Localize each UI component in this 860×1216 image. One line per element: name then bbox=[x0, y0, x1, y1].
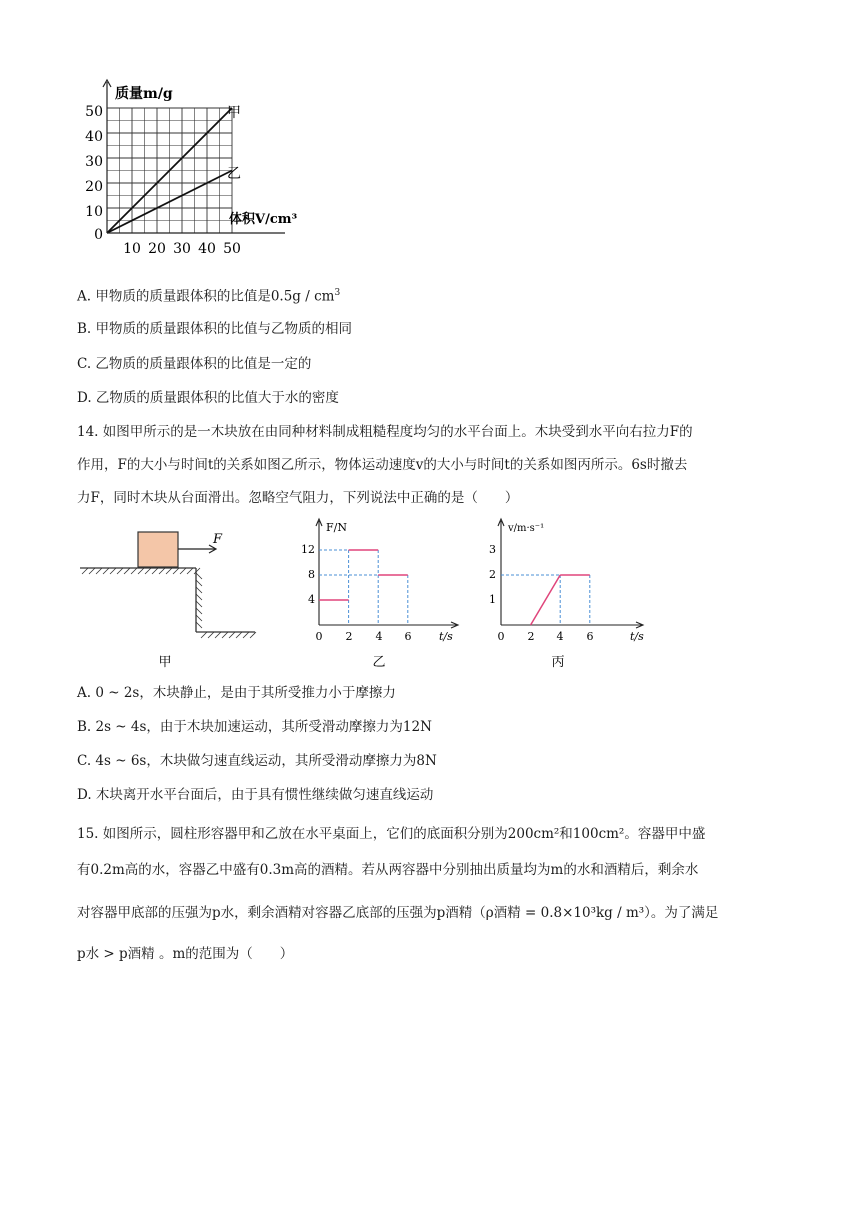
figure-caption-jia: 甲 bbox=[158, 655, 172, 670]
y-tick-label: 1 bbox=[489, 593, 496, 606]
velocity-segment bbox=[531, 575, 561, 625]
hatch-mark bbox=[196, 587, 202, 593]
hatch-mark bbox=[196, 615, 202, 621]
hatch-mark bbox=[89, 568, 95, 574]
y-axis bbox=[316, 519, 322, 625]
x-tick-label: 2 bbox=[345, 630, 353, 643]
y-tick-label: 50 bbox=[85, 104, 103, 120]
question-15-line-3: 对容器甲底部的压强为p水，剩余酒精对容器乙底部的压强为p酒精（ρ酒精 = 0.8×10³kg / m³）。为了满足 bbox=[77, 905, 719, 921]
question-14-line-2: 作用，F的大小与时间t的关系如图乙所示，物体运动速度v的大小与时间t的关系如图丙所示。6s时撤去 bbox=[77, 457, 688, 473]
hatch-mark bbox=[82, 568, 88, 574]
question-15-line-2: 有0.2m高的水，容器乙中盛有0.3m高的酒精。若从两容器中分别抽出质量均为m的水和酒精后，剩余水 bbox=[77, 862, 699, 878]
hatch-mark bbox=[215, 632, 221, 638]
hatch-mark bbox=[124, 568, 130, 574]
x-tick-label: 2 bbox=[527, 630, 535, 643]
hatch-mark bbox=[208, 632, 214, 638]
hatch-mark bbox=[110, 568, 116, 574]
figure-caption-bing: 丙 bbox=[551, 655, 565, 670]
hatch-mark bbox=[236, 632, 242, 638]
y-tick-label: 2 bbox=[489, 568, 496, 581]
option-b: B. 2s ~ 4s，由于木块加速运动，其所受滑动摩擦力为12N bbox=[77, 719, 432, 735]
hatch-mark bbox=[145, 568, 151, 574]
series-label-jia: 甲 bbox=[227, 105, 241, 121]
hatch-mark bbox=[152, 568, 158, 574]
table-surface bbox=[80, 568, 255, 632]
x-tick-label: 6 bbox=[404, 630, 412, 643]
hatch-mark bbox=[201, 632, 207, 638]
hatch-mark bbox=[103, 568, 109, 574]
velocity-time-graph bbox=[470, 515, 655, 675]
hatch-mark bbox=[222, 632, 228, 638]
y-tick-label: 8 bbox=[308, 568, 315, 581]
hatch-mark bbox=[194, 568, 200, 574]
y-tick-label: 0 bbox=[94, 227, 103, 243]
series-label-yi: 乙 bbox=[227, 166, 241, 182]
x-tick-label: 4 bbox=[375, 630, 383, 643]
hatch-mark bbox=[166, 568, 172, 574]
option-a: A. 0 ~ 2s，木块静止，是由于其所受推力小于摩擦力 bbox=[77, 685, 396, 701]
hatch-mark bbox=[96, 568, 102, 574]
option-a: A. 甲物质的质量跟体积的比值是$0.5g / cm^3$ bbox=[77, 288, 341, 305]
option-d: D. 木块离开水平台面后，由于具有惯性继续做匀速直线运动 bbox=[77, 787, 434, 803]
hatch-mark bbox=[243, 632, 249, 638]
force-arrow-icon bbox=[178, 545, 216, 553]
y-tick-label: 4 bbox=[308, 593, 315, 606]
table-hatching bbox=[82, 568, 256, 638]
hatch-mark bbox=[117, 568, 123, 574]
hatch-mark bbox=[173, 568, 179, 574]
question-15-line-4: p水 > p酒精 。m的范围为（ ） bbox=[77, 946, 294, 962]
y-axis-label: F/N bbox=[326, 521, 347, 534]
hatch-mark bbox=[196, 594, 202, 600]
y-axis bbox=[103, 80, 111, 233]
hatch-mark bbox=[250, 632, 256, 638]
y-axis-label: v/m·s⁻¹ bbox=[508, 523, 545, 534]
y-tick-label: 3 bbox=[489, 543, 496, 556]
y-tick-label: 40 bbox=[85, 129, 103, 145]
x-tick-label: 0 bbox=[315, 630, 323, 643]
mass-volume-graph bbox=[85, 78, 310, 258]
y-axis-label: 质量m/g bbox=[115, 86, 173, 102]
option-d: D. 乙物质的质量跟体积的比值大于水的密度 bbox=[77, 390, 339, 406]
force-time-graph bbox=[295, 515, 470, 675]
option-c: C. 乙物质的质量跟体积的比值是一定的 bbox=[77, 356, 312, 372]
option-b: B. 甲物质的质量跟体积的比值与乙物质的相同 bbox=[77, 321, 353, 337]
x-tick-label: 0 bbox=[497, 630, 505, 643]
question-14-line-1: 14. 如图甲所示的是一木块放在由同种材料制成粗糙程度均匀的水平台面上。木块受到水平向右拉力F的 bbox=[77, 424, 693, 440]
question-15-line-1: 15. 如图所示，圆柱形容器甲和乙放在水平桌面上，它们的底面积分别为200cm²和100cm²。容器甲中盛 bbox=[77, 826, 706, 842]
x-tick-label: 30 bbox=[173, 241, 191, 257]
force-series bbox=[319, 550, 408, 600]
hatch-mark bbox=[196, 573, 202, 579]
x-axis-label: t/s bbox=[630, 630, 644, 643]
y-tick-label: 20 bbox=[85, 179, 103, 195]
hatch-mark bbox=[187, 568, 193, 574]
hatch-mark bbox=[138, 568, 144, 574]
y-tick-label: 30 bbox=[85, 154, 103, 170]
x-tick-label: 20 bbox=[148, 241, 166, 257]
x-tick-label: 10 bbox=[123, 241, 141, 257]
x-tick-label: 4 bbox=[556, 630, 564, 643]
hatch-mark bbox=[180, 568, 186, 574]
question-14-line-3: 力F，同时木块从台面滑出。忽略空气阻力，下列说法中正确的是（ ） bbox=[77, 490, 519, 506]
hatch-mark bbox=[196, 608, 202, 614]
x-axis-label: 体积V/cm³ bbox=[229, 212, 298, 227]
x-axis bbox=[319, 622, 458, 628]
x-axis-label: t/s bbox=[439, 630, 453, 643]
block-on-table-figure bbox=[75, 525, 265, 675]
y-tick-label: 10 bbox=[85, 204, 103, 220]
option-c: C. 4s ~ 6s，木块做匀速直线运动，其所受滑动摩擦力为8N bbox=[77, 753, 437, 769]
x-tick-label: 50 bbox=[223, 241, 241, 257]
dashed-guides bbox=[319, 550, 408, 625]
x-tick-label: 40 bbox=[198, 241, 216, 257]
hatch-mark bbox=[229, 632, 235, 638]
x-tick-label: 6 bbox=[586, 630, 594, 643]
y-axis bbox=[498, 519, 504, 625]
x-axis bbox=[501, 622, 643, 628]
wooden-block bbox=[138, 532, 178, 567]
hatch-mark bbox=[159, 568, 165, 574]
hatch-mark bbox=[196, 580, 202, 586]
hatch-mark bbox=[196, 601, 202, 607]
y-tick-label: 12 bbox=[301, 543, 315, 556]
hatch-mark bbox=[131, 568, 137, 574]
hatch-mark bbox=[196, 622, 202, 628]
force-label: F bbox=[213, 532, 223, 547]
figure-caption-yi: 乙 bbox=[372, 655, 386, 670]
